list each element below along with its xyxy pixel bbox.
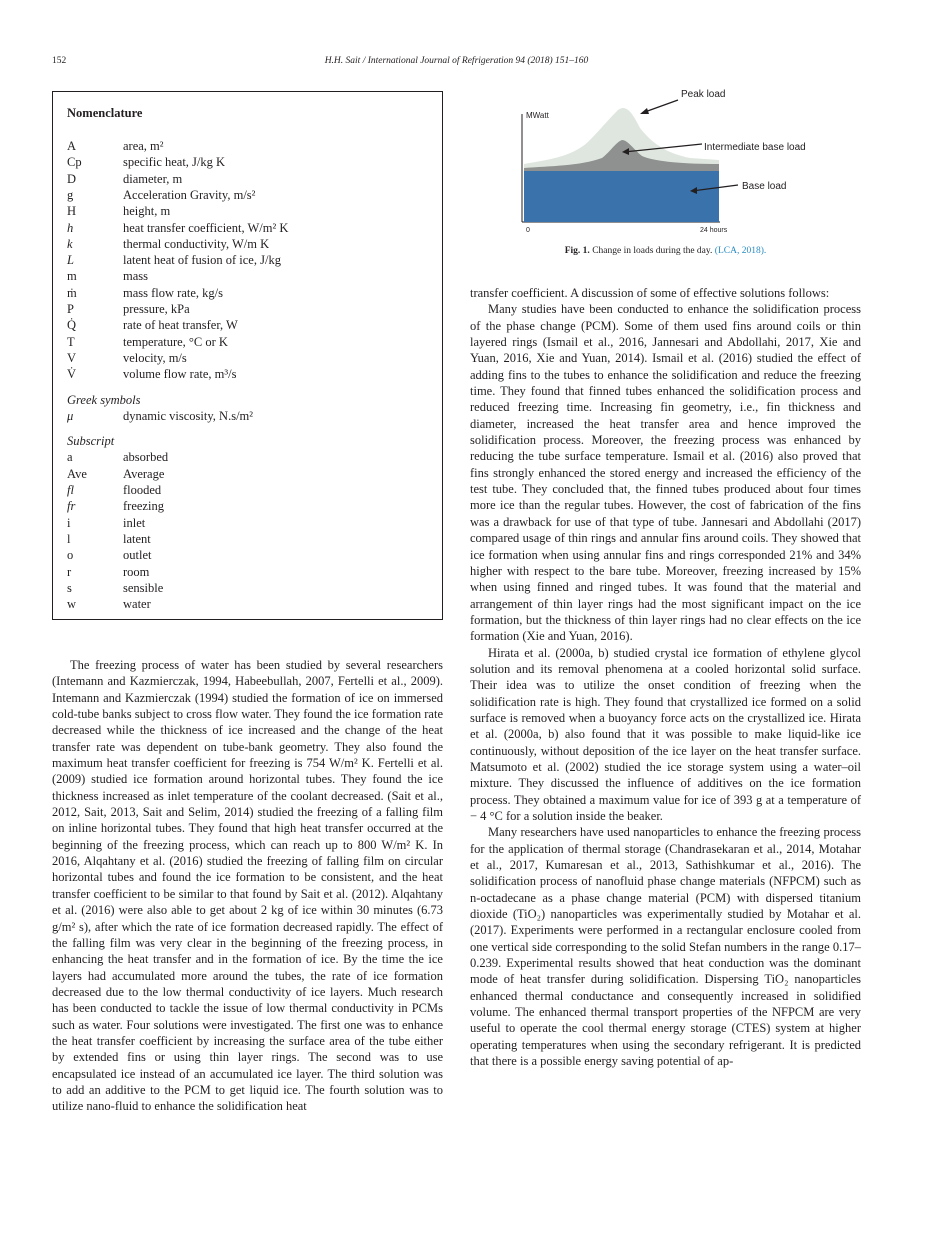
nomenclature-definition: velocity, m/s bbox=[123, 350, 187, 365]
page-number: 152 bbox=[52, 56, 67, 66]
nomenclature-row bbox=[67, 466, 164, 482]
page-header bbox=[52, 56, 861, 70]
base-load-label: Base load bbox=[742, 181, 787, 192]
nomenclature-definition: latent heat of fusion of ice, J/kg bbox=[123, 253, 281, 268]
nomenclature-row bbox=[67, 187, 255, 203]
nomenclature-symbol: o bbox=[67, 548, 74, 563]
nomenclature-symbol: m bbox=[67, 269, 77, 284]
nomenclature-row bbox=[67, 301, 190, 317]
caption-reference[interactable]: (LCA, 2018). bbox=[714, 246, 767, 256]
nomenclature-row bbox=[67, 547, 151, 563]
nomenclature-definition: freezing bbox=[123, 499, 164, 514]
nomenclature-definition: rate of heat transfer, W bbox=[123, 318, 238, 333]
nomenclature-definition: volume flow rate, m³/s bbox=[123, 367, 237, 382]
nomenclature-row bbox=[67, 285, 223, 301]
load-chart bbox=[470, 80, 861, 240]
peak-load-label: Peak load bbox=[681, 89, 726, 100]
nomenclature-row bbox=[67, 268, 148, 284]
journal-citation: H.H. Sait / International Journal of Refrigeration 94 (2018) 151–160 bbox=[324, 56, 589, 66]
nomenclature-symbol: g bbox=[67, 187, 74, 202]
nomenclature-definition: mass flow rate, kg/s bbox=[123, 285, 223, 300]
nomenclature-symbol: r bbox=[67, 564, 72, 579]
body-paragraph: Many studies have been conducted to enhance the solidification process of the phase change (PCM). Some of them used fins around coils or thin layered rings (Ismail et al., 2016, Jannesari and Abdollahi, 2017, Xie and Yuan, 2016, Xie and Yuan, 2014). Ismail et al. (2016) studied the effect of adding fins to the tubes to enhance the solidification and reduce the freezing time. They found that finned tubes enhanced the solidification process and reduced freezing time. Increasing fin geometry, i.e., fin thickness and diameter, increased the heat transfer area and hence improved the solidification process. Moreover, the freezing process was enhanced by reducing the tube surface temperature. Ismail et al. (2016) also proved that fins strongly enhanced the stored energy and increased the efficiency of the test tube. They concluded that, the finned tubes produced about four times more ice than the regular tubes. However, the cost of fabrication of the fins was a drawback for use of that type of tube. Jannesari and Abdollahi (2017) compared usage of thin rings and annular fins around coils. They showed that ice formation when using annular fins and rings corresponded 21% and 34% higher with respect to the bare tube. Moreover, freezing increased by 15% when using finned and ringed tubes. It was found that the material and arrangement of thin layer rings had the most significant impact on the ice formation, but the thickness of thin layer rings had no clear effects on the ice formation (Xie and Yuan, 2016). bbox=[470, 302, 861, 644]
body-paragraph: transfer coefficient. A discussion of some of effective solutions follows: bbox=[470, 286, 830, 300]
nomenclature-symbol: h bbox=[67, 220, 74, 235]
nomenclature-symbol: P bbox=[67, 302, 74, 316]
nomenclature-symbol: ṁ bbox=[67, 285, 77, 300]
nomenclature-definition: outlet bbox=[123, 548, 152, 563]
nomenclature-row bbox=[67, 252, 281, 268]
nomenclature-symbol: A bbox=[67, 139, 77, 153]
nomenclature-symbol: H bbox=[67, 204, 77, 219]
nomenclature-symbol: a bbox=[67, 450, 73, 465]
nomenclature-definition: inlet bbox=[123, 515, 146, 530]
body-paragraph: The freezing process of water has been studied by several researchers (Intemann and Kazmierczak, 1994, Habeebullah, 2007, Fertelli et al., 2009). Intemann and Kazmierczak (1994) studied the formation of ice on immersed cold-tube banks subject to cross flow water. They found the ice formation rate decreased while the thickness of ice increased and the change of the heat transfer rate was dependent on tube-bank geometry. They also found the maximum heat transfer coefficient for freezing is 754 W/m² K. Fertelli et al. (2009) studied ice formation around horizontal tubes. They found the ice thickness increased as inlet temperature of the coolant decreased. (Sait et al., 2012, Sait, 2013, Sait and Selim, 2014) studied the freezing of a falling film on inline horizontal tubes. They found that high heat transfer occurred at the beginning of the freezing process, which can reach up to 800 W/m² K. In 2016, Alqahtany et al. (2016) studied the freezing of falling film on circular horizontal tubes and found the ice formation to be consistent, and the heat transfer coefficient to be similar to that found by Sait et al. (2012). Alqahtany et al. (2016) were also able to get about 2 kg of ice within 30 minutes (6.73 g/m² s), after which the rate of ice formation decreased rapidly. The effect of the falling film was very clear in the beginning of the freezing process, in enhancing the heat transfer and in the formation of ice. By the time the ice layers had accumulated more around the tubes, the rate of ice formation decreased due to the low thermal conductivity of ice layers. Much research has been conducted to tackle the issue of low thermal conductivity in PCMs such as water. Four solutions were investigated. The first one was to enhance the heat transfer coefficient by increasing the surface area of the tube either by extended fins or using thin layer rings. The second was to use encapsulated ice instead of an accumulated ice layer. The third solution was to add an additive to the PCM to get liquid ice. The fourth solution was to utilize nano-fluid to enhance the solidification heat bbox=[52, 658, 443, 1114]
right-column bbox=[470, 285, 861, 1070]
nomenclature-row bbox=[67, 564, 149, 580]
nomenclature-row bbox=[67, 408, 253, 424]
caption-label: Fig. 1. bbox=[564, 246, 590, 256]
nomenclature-definition: flooded bbox=[123, 483, 162, 497]
nomenclature-box bbox=[52, 91, 443, 620]
nomenclature-row bbox=[67, 531, 151, 547]
nomenclature-symbol: μ bbox=[67, 408, 74, 423]
peak-arrowhead bbox=[640, 108, 649, 114]
nomenclature-definition: water bbox=[123, 597, 151, 612]
nomenclature-symbol: s bbox=[67, 580, 72, 595]
nomenclature-symbol: k bbox=[67, 236, 73, 251]
nomenclature-row bbox=[67, 334, 228, 350]
nomenclature-symbol: T bbox=[67, 334, 75, 349]
nomenclature-row bbox=[67, 580, 163, 596]
figure-caption bbox=[470, 246, 861, 256]
nomenclature-row bbox=[67, 154, 225, 170]
body-paragraph: Hirata et al. (2000a, b) studied crystal ice formation of ethylene glycol solution and its removal phenomena at a cooled horizontal solid surface. Their idea was to utilize the onset condition of freezing when the solidification rate is high. They found that crystallized ice formed on a solid surface is removed when a buoyancy force acts on the crystallized ice. Hirata et al. (2000a, b) also found that it was possible to make liquid-like ice continuously, without deposition of the ice layer on the heat transfer surface. Matsumoto et al. (2002) studied the ice storage system using a water–oil mixture. They discussed the influence of additives on the ice formation process. They obtained a maximum value for ice of 393 g at a temperature of − 4 °C for a solution inside the beaker. bbox=[470, 645, 861, 823]
nomenclature-definition: area, m² bbox=[123, 139, 164, 153]
nomenclature-row bbox=[67, 482, 161, 498]
nomenclature-definition: Acceleration Gravity, m/s² bbox=[123, 187, 256, 202]
nomenclature-symbol: fl bbox=[67, 483, 74, 497]
nomenclature-definition: pressure, kPa bbox=[123, 302, 190, 316]
nomenclature-definition: Average bbox=[123, 466, 165, 481]
nomenclature-definition: specific heat, J/kg K bbox=[123, 155, 226, 170]
nomenclature-row bbox=[67, 203, 170, 219]
nomenclature-symbol: fr bbox=[67, 499, 76, 514]
nomenclature-row bbox=[67, 449, 168, 465]
nomenclature-symbol: i bbox=[67, 515, 71, 530]
subscript-heading: Subscript bbox=[67, 434, 115, 449]
nomenclature-symbol: Q̇ bbox=[67, 318, 77, 333]
nomenclature-title: Nomenclature bbox=[67, 106, 143, 120]
nomenclature-definition: height, m bbox=[123, 204, 171, 219]
body-paragraph: Many researchers have used nanoparticles to enhance the freezing process for the application of thermal storage (Chandrasekaran et al., 2014, Motahar et al., 2017, Kumaresan et al., 2013, Sathishkumar et al., 2016). The solidification process of nanofluid phase change materials (NFPCM) such as n-octadecane as a phase change material (PCM) with dispersed titanium dioxide (TiO₂) nanoparticles was experimentally studied by Motahar et al. (2017). Experiments were performed in a rectangular enclosure cooled from one vertical side corresponding to the solid Stefan numbers in the range 0.17–0.239. Experimental results showed that heat conduction was the dominant mode of heat transfer during solidification. Dispersing TiO₂ nanoparticles enhanced thermal conductance and consequently increased in solidified volume. The enhanced thermal transport properties of the NFPCM are very useful to operate the cool thermal energy storage (CTES) system at higher operating temperatures when using the secondary refrigerant. It is predicted that there is a possible energy saving potential of ap- bbox=[470, 825, 861, 1069]
nomenclature-symbol: L bbox=[67, 253, 74, 268]
nomenclature-symbol: w bbox=[67, 597, 77, 612]
x-start-label: 0 bbox=[526, 227, 530, 234]
intermediate-load-label: Intermediate base load bbox=[704, 142, 806, 153]
nomenclature-symbol: V bbox=[67, 350, 77, 365]
nomenclature-definition: thermal conductivity, W/m K bbox=[123, 236, 270, 251]
nomenclature-row bbox=[67, 220, 288, 236]
nomenclature-definition: latent bbox=[123, 531, 151, 546]
nomenclature-row bbox=[67, 515, 145, 531]
nomenclature-symbol: D bbox=[67, 171, 77, 186]
nomenclature-row bbox=[67, 596, 151, 612]
nomenclature-row bbox=[67, 317, 238, 333]
nomenclature-definition: heat transfer coefficient, W/m² K bbox=[123, 220, 289, 235]
nomenclature-row bbox=[67, 498, 164, 514]
greek-symbols-heading: Greek symbols bbox=[67, 392, 141, 407]
base-load-area bbox=[524, 171, 719, 222]
figure-1 bbox=[470, 80, 861, 266]
nomenclature-symbol: Cp bbox=[67, 155, 82, 170]
nomenclature-definition: absorbed bbox=[123, 450, 169, 465]
nomenclature-definition: mass bbox=[123, 269, 148, 284]
caption-text: Change in loads during the day. bbox=[592, 246, 713, 256]
x-end-label: 24 hours bbox=[700, 227, 728, 234]
left-column bbox=[52, 657, 443, 1115]
nomenclature-definition: diameter, m bbox=[123, 171, 183, 186]
nomenclature-symbol: l bbox=[67, 531, 71, 546]
nomenclature-row bbox=[67, 236, 269, 252]
nomenclature-definition: dynamic viscosity, N.s/m² bbox=[123, 408, 254, 423]
nomenclature-definition: room bbox=[123, 564, 150, 579]
nomenclature-symbol: Ave bbox=[67, 466, 87, 481]
nomenclature-row bbox=[67, 171, 182, 187]
nomenclature-definition: temperature, °C or K bbox=[123, 334, 228, 349]
nomenclature-row bbox=[67, 366, 236, 382]
y-axis-label: MWatt bbox=[526, 111, 549, 120]
nomenclature-row bbox=[67, 350, 187, 366]
nomenclature-row bbox=[67, 138, 164, 154]
nomenclature-symbol: V̇ bbox=[67, 367, 77, 382]
nomenclature-definition: sensible bbox=[123, 580, 164, 595]
